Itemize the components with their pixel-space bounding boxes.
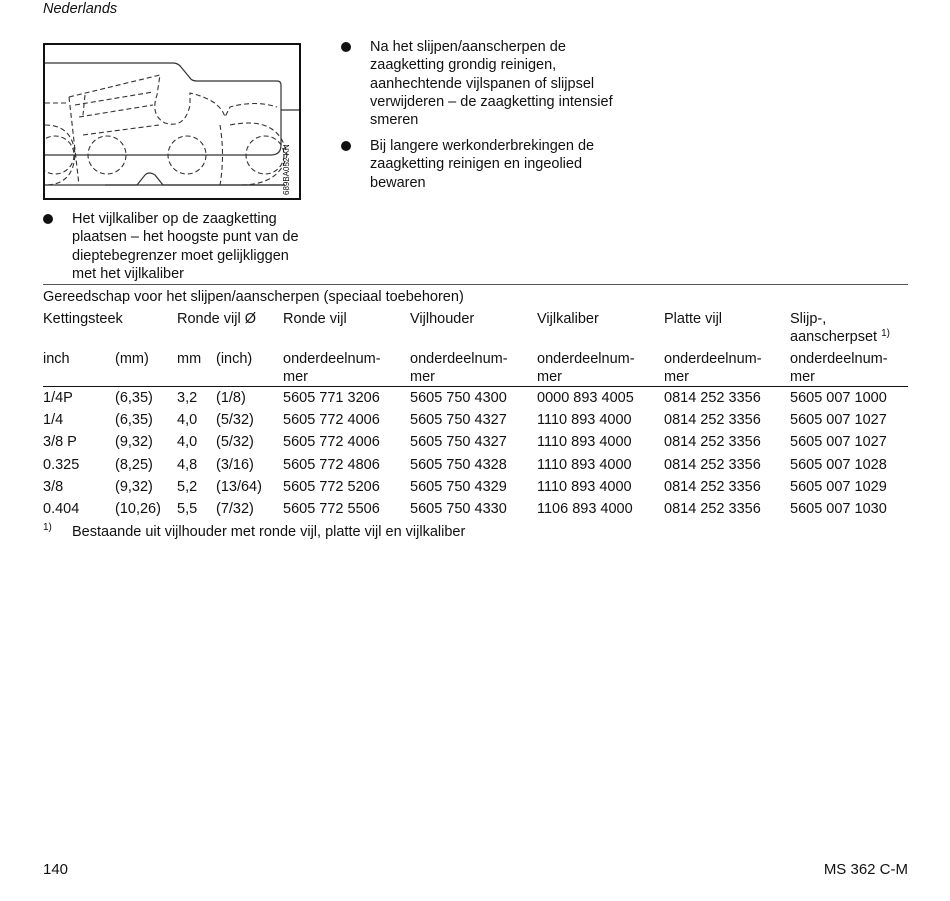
bullet-icon	[341, 42, 351, 52]
table-title: Gereedschap voor het slijpen/aanscherpen (speciaal toebehoren)	[43, 289, 464, 305]
part-number-label-cont: mer	[790, 369, 815, 385]
left-bullet	[72, 210, 312, 283]
section-divider	[43, 284, 908, 285]
language-label: Nederlands	[43, 1, 118, 17]
table-cell: (10,26)	[115, 501, 161, 517]
table-cell: 5605 772 4006	[283, 434, 380, 451]
table-cell: (6,35)	[115, 412, 153, 429]
table-cell: 0.325	[43, 456, 80, 473]
col-header-ronde-vijl: Ronde vijl	[283, 311, 347, 327]
right-bullet-2	[370, 137, 615, 192]
table-cell: 5605 772 5506	[283, 501, 380, 517]
col-header-ronde-vijl-diameter: Ronde vijl Ø	[177, 311, 256, 327]
table-cell: 5605 007 1029	[790, 478, 887, 495]
table-cell: (1/8)	[216, 390, 246, 406]
right-bullet-1	[370, 38, 615, 129]
table-cell: 0814 252 3356	[664, 501, 761, 517]
col-header-slijpset-line2: aanscherpset	[790, 329, 878, 345]
table-cell: 5605 750 4330	[410, 501, 507, 517]
col-header-slijpset	[790, 310, 890, 346]
table-cell: 5605 007 1028	[790, 456, 887, 473]
part-number-label-cont: mer	[283, 369, 308, 385]
table-cell: 4,0	[177, 434, 198, 451]
unit-mm: mm	[177, 351, 202, 367]
table-cell: 0000 893 4005	[537, 390, 634, 406]
footnote-ref: 1)	[881, 328, 890, 339]
bullet-text: Na het slijpen/aanscherpen de zaagketting grondig reinigen, aanhechtende vijlspanen of slijpsel verwijderen – de zaagketting intensief smeren	[370, 39, 613, 129]
col-header-platte-vijl: Platte vijl	[664, 311, 723, 327]
table-cell: 5605 772 5206	[283, 478, 380, 495]
table-cell: 1106 893 4000	[537, 501, 633, 517]
table-cell: 5,2	[177, 478, 198, 495]
table-cell: (5/32)	[216, 412, 254, 429]
table-cell: 5605 750 4328	[410, 456, 507, 473]
table-cell: 5605 750 4327	[410, 434, 507, 451]
model-name: MS 362 C-M	[823, 861, 908, 878]
page-number: 140	[43, 861, 69, 878]
table-cell: 0.404	[43, 501, 80, 517]
table-cell: 1/4P	[43, 390, 73, 406]
table-cell: 1110 893 4000	[537, 456, 632, 473]
col-header-part-number	[664, 350, 762, 386]
col-header-vijlhouder: Vijlhouder	[410, 311, 475, 327]
table-cell: 5605 771 3206	[283, 390, 380, 406]
table-cell: (8,25)	[115, 456, 153, 473]
table-cell: 5605 772 4006	[283, 412, 380, 429]
table-cell: 0814 252 3356	[664, 412, 761, 429]
table-cell: (7/32)	[216, 501, 254, 517]
col-header-part-number	[790, 350, 888, 386]
part-number-label: onderdeelnum-	[283, 351, 381, 367]
table-cell: 0814 252 3356	[664, 456, 761, 473]
table-cell: 4,0	[177, 412, 198, 429]
table-cell: 5605 750 4329	[410, 478, 507, 495]
unit-mm: (mm)	[115, 351, 149, 367]
part-number-label-cont: mer	[410, 369, 435, 385]
col-header-vijlkaliber: Vijlkaliber	[537, 311, 599, 327]
table-cell: 1/4	[43, 412, 64, 429]
table-cell: 5605 750 4327	[410, 412, 507, 429]
table-cell: 3/8 P	[43, 434, 77, 451]
table-cell: 5605 007 1027	[790, 434, 887, 451]
bullet-text: Bij langere werkonderbrekingen de zaagketting reinigen en ingeolied bewaren	[370, 138, 595, 191]
table-cell: 0814 252 3356	[664, 390, 761, 406]
footnote-mark: 1)	[43, 522, 52, 533]
table-cell: (3/16)	[216, 456, 254, 473]
chain-illustration	[43, 43, 301, 200]
table-cell: 5605 007 1027	[790, 412, 887, 429]
table-cell: 1110 893 4000	[537, 434, 632, 451]
figure-code: 689BA052 KN	[282, 144, 291, 195]
table-cell: (6,35)	[115, 390, 153, 406]
part-number-label-cont: mer	[537, 369, 562, 385]
table-cell: 0814 252 3356	[664, 478, 761, 495]
table-cell: 1110 893 4000	[537, 478, 632, 495]
unit-inch: inch	[43, 351, 70, 367]
table-cell: 5,5	[177, 501, 198, 517]
bullet-icon	[341, 141, 351, 151]
part-number-label: onderdeelnum-	[537, 351, 635, 367]
saw-chain-drawing	[45, 45, 299, 198]
part-number-label-cont: mer	[664, 369, 689, 385]
col-header-kettingsteek: Kettingsteek	[43, 311, 123, 327]
table-cell: (13/64)	[216, 478, 262, 495]
bullet-icon	[43, 214, 53, 224]
bullet-text: Het vijlkaliber op de zaagketting plaatsen – het hoogste punt van de dieptebegrenzer moet gelijkliggen met het vijlkaliber	[72, 211, 299, 282]
table-cell: 5605 750 4300	[410, 390, 507, 406]
unit-inch: (inch)	[216, 351, 253, 367]
part-number-label: onderdeelnum-	[410, 351, 508, 367]
table-cell: 5605 772 4806	[283, 456, 380, 473]
col-header-part-number	[410, 350, 508, 386]
table-cell: (5/32)	[216, 434, 254, 451]
table-cell: 5605 007 1000	[790, 390, 887, 406]
footnote-text: Bestaande uit vijlhouder met ronde vijl, platte vijl en vijlkaliber	[72, 524, 466, 540]
part-number-label: onderdeelnum-	[664, 351, 762, 367]
table-cell: (9,32)	[115, 434, 153, 451]
table-cell: 1110 893 4000	[537, 412, 632, 429]
table-cell: 3,2	[177, 390, 198, 406]
col-header-slijpset-line1: Slijp-,	[790, 311, 827, 327]
table-cell: 3/8	[43, 478, 64, 495]
table-cell: 0814 252 3356	[664, 434, 761, 451]
col-header-part-number	[283, 350, 381, 386]
part-number-label: onderdeelnum-	[790, 351, 888, 367]
table-header-divider	[43, 386, 908, 387]
table-cell: (9,32)	[115, 478, 153, 495]
table-cell: 4,8	[177, 456, 198, 473]
table-cell: 5605 007 1030	[790, 501, 887, 517]
col-header-part-number	[537, 350, 635, 386]
